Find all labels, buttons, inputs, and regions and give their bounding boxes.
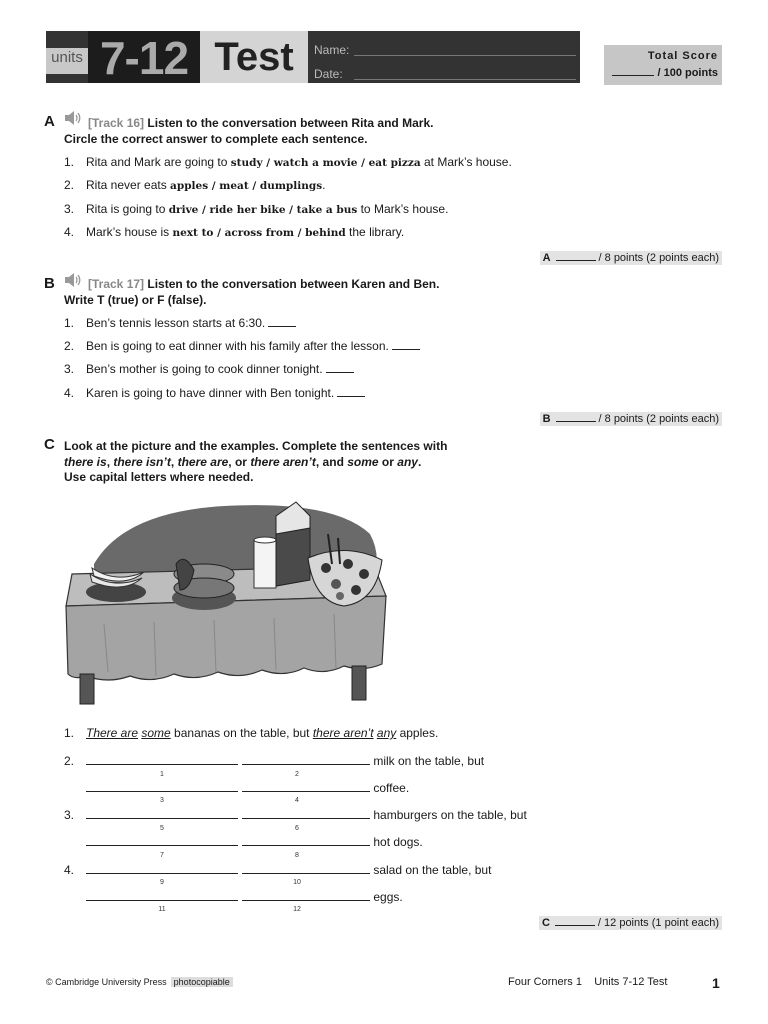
section-c-score-blank[interactable] [555, 916, 595, 926]
blank-number: 7 [160, 852, 164, 859]
blank-number: 5 [160, 825, 164, 832]
blank-number: 11 [158, 906, 166, 913]
section-a-item-2: 2. Rita never eats apples / meat / dumplings. [64, 178, 326, 192]
section-a-item-3: 3. Rita is going to drive / ride her bike / take a bus to Mark’s house. [64, 202, 449, 216]
footer-copyright: © Cambridge University Press photocopiable [46, 977, 233, 987]
section-c-row: hot dogs. [64, 835, 423, 849]
section-c-instruction-1: Look at the picture and the examples. Complete the sentences with [64, 439, 448, 453]
total-score-title: Total Score [647, 50, 718, 62]
true-false-blank[interactable] [337, 396, 365, 397]
blank-number: 3 [160, 797, 164, 804]
section-b-score-blank[interactable] [556, 412, 596, 422]
answer-blank[interactable] [242, 890, 370, 901]
section-a-item-1: 1. Rita and Mark are going to study / watch a movie / eat pizza at Mark’s house. [64, 155, 512, 169]
blank-number: 10 [293, 879, 301, 886]
answer-blank[interactable] [86, 863, 238, 874]
section-c-row: 2. milk on the table, but [64, 754, 485, 768]
page-number: 1 [712, 975, 720, 991]
footer-book-info: Four Corners 1 Units 7-12 Test [508, 976, 668, 988]
total-score-blank[interactable] [612, 75, 654, 76]
photocopiable-badge: photocopiable [171, 977, 233, 987]
section-b-item-1: 1. Ben’s tennis lesson starts at 6:30. [64, 316, 296, 330]
total-score-line [604, 67, 718, 79]
blank-number: 2 [295, 771, 299, 778]
section-c-row: coffee. [64, 781, 409, 795]
true-false-blank[interactable] [268, 326, 296, 327]
section-a-track: [Track 16] [88, 116, 145, 130]
answer-blank[interactable] [86, 754, 238, 765]
section-a-letter: A [44, 113, 55, 130]
true-false-blank[interactable] [392, 349, 420, 350]
answer-options[interactable]: drive / ride her bike / take a bus [168, 204, 358, 216]
blank-number: 6 [295, 825, 299, 832]
section-c-row: 4. salad on the table, but [64, 863, 492, 877]
blank-number: 9 [160, 879, 164, 886]
answer-blank[interactable] [242, 835, 370, 846]
answer-options[interactable]: study / watch a movie / eat pizza [230, 157, 421, 169]
date-field[interactable] [354, 79, 576, 80]
test-label: Test [214, 35, 294, 79]
section-a-points: A / 8 points (2 points each) [540, 251, 722, 265]
answer-blank[interactable] [242, 754, 370, 765]
answer-blank[interactable] [86, 835, 238, 846]
section-a-instruction-2: Circle the correct answer to complete each sentence. [64, 132, 368, 146]
answer-blank[interactable] [242, 808, 370, 819]
section-c-instruction-2: there is, there isn’t, there are, or there aren’t, and some or any. [64, 455, 422, 469]
blank-number: 4 [295, 797, 299, 804]
blank-number: 8 [295, 852, 299, 859]
blank-number: 1 [160, 771, 164, 778]
answer-blank[interactable] [86, 890, 238, 901]
section-b-item-4: 4. Karen is going to have dinner with Ben tonight. [64, 386, 365, 400]
section-b-instruction-1: Listen to the conversation between Karen and Ben. [147, 277, 440, 291]
answer-blank[interactable] [242, 863, 370, 874]
section-b-instruction-2: Write T (true) or F (false). [64, 293, 207, 307]
section-b-item-3: 3. Ben’s mother is going to cook dinner tonight. [64, 362, 354, 376]
section-c-example: 1. There are some bananas on the table, but there aren’t any apples. [64, 726, 439, 740]
answer-blank[interactable] [86, 781, 238, 792]
section-b-item-2: 2. Ben is going to eat dinner with his family after the lesson. [64, 339, 420, 353]
section-c-instruction-3: Use capital letters where needed. [64, 470, 254, 484]
table-illustration [64, 494, 390, 712]
true-false-blank[interactable] [326, 372, 354, 373]
section-c-row: eggs. [64, 890, 403, 904]
section-c-letter: C [44, 436, 55, 453]
speaker-icon [64, 110, 82, 126]
name-field[interactable] [354, 55, 576, 56]
answer-options[interactable]: apples / meat / dumplings [170, 180, 323, 192]
section-c-row: 3. hamburgers on the table, but [64, 808, 527, 822]
speaker-icon [64, 272, 82, 288]
date-label: Date: [314, 67, 343, 81]
section-a-instruction-1: Listen to the conversation between Rita and Mark. [147, 116, 434, 130]
section-c-points: C / 12 points (1 point each) [539, 916, 722, 930]
section-a-item-4: 4. Mark’s house is next to / across from / behind the library. [64, 225, 405, 239]
section-b-track: [Track 17] [88, 277, 145, 291]
section-a-score-blank[interactable] [556, 251, 596, 261]
answer-blank[interactable] [86, 808, 238, 819]
blank-number: 12 [293, 906, 301, 913]
section-b-letter: B [44, 275, 55, 292]
answer-options[interactable]: next to / across from / behind [172, 227, 346, 239]
units-number: 7-12 [99, 32, 189, 84]
answer-blank[interactable] [242, 781, 370, 792]
units-label: units [51, 49, 83, 66]
name-label: Name: [314, 43, 350, 57]
section-b-points: B / 8 points (2 points each) [540, 412, 722, 426]
total-score-points: / 100 points [657, 67, 718, 79]
